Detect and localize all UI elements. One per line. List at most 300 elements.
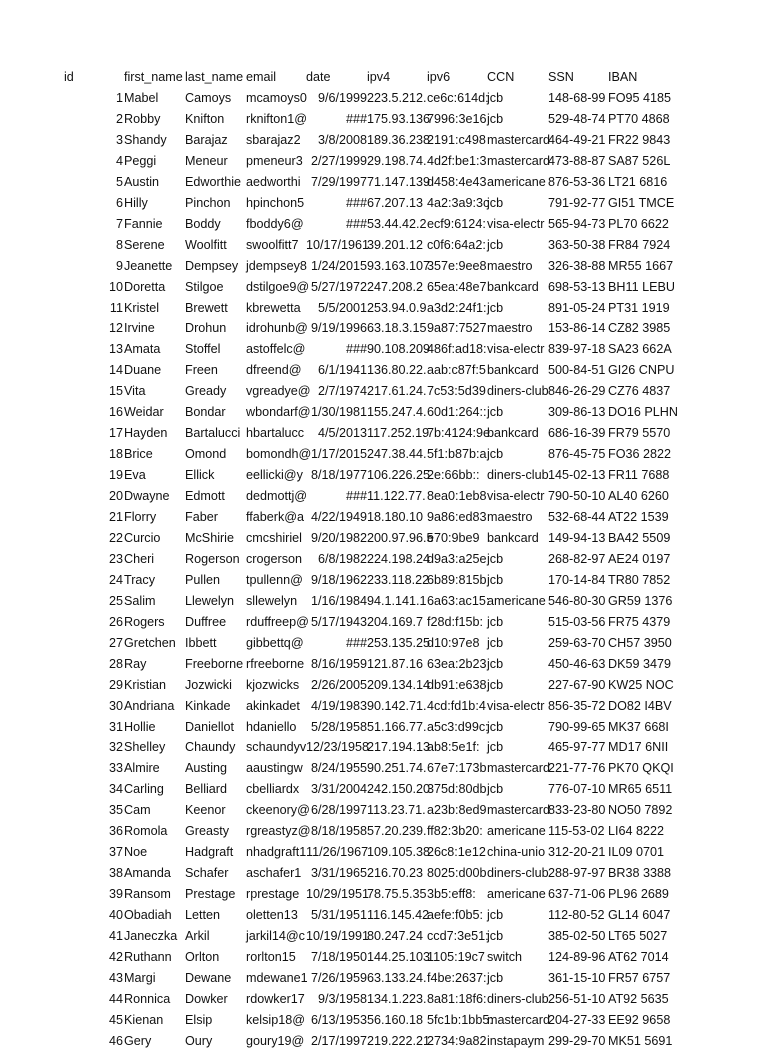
cell-ipv6[interactable]: f4be:2637: <box>427 970 487 985</box>
cell-email[interactable]: eellicki@y <box>246 468 303 483</box>
cell-last-name[interactable]: Keenor <box>185 803 226 818</box>
cell-email[interactable]: jdempsey8 <box>246 258 307 273</box>
cell-ccn[interactable]: jcb <box>487 656 504 671</box>
cell-iban[interactable]: CZ76 4837 <box>608 384 671 399</box>
cell-ssn[interactable]: 500-84-51 <box>548 363 606 378</box>
cell-ccn[interactable]: jcb <box>487 719 504 734</box>
cell-id[interactable]: 17 <box>108 426 123 441</box>
cell-ssn[interactable]: 529-48-74 <box>548 111 606 126</box>
cell-id[interactable]: 13 <box>108 342 123 357</box>
cell-first-name[interactable]: Serene <box>124 237 165 252</box>
cell-ccn[interactable]: maestro <box>487 321 533 336</box>
cell-date[interactable]: ### <box>345 489 367 504</box>
cell-first-name[interactable]: Almire <box>124 761 160 776</box>
cell-first-name[interactable]: Weidar <box>124 405 164 420</box>
cell-ipv6[interactable]: 5f1:b87b:a <box>427 447 487 462</box>
cell-ipv6[interactable]: 26c8:1e12 <box>427 845 486 860</box>
cell-iban[interactable]: FR22 9843 <box>608 132 671 147</box>
cell-ipv6[interactable]: 3b5:eff8: <box>427 887 476 902</box>
cell-first-name[interactable]: Cam <box>124 803 151 818</box>
cell-ipv6[interactable]: a5c3:d99c: <box>427 719 489 734</box>
cell-email[interactable]: swoolfitt7 <box>246 237 299 252</box>
cell-ccn[interactable]: bankcard <box>487 530 539 545</box>
cell-date[interactable]: 5/28/1958 <box>310 719 367 734</box>
cell-id[interactable]: 24 <box>108 572 123 587</box>
cell-date[interactable]: 5/27/1972 <box>310 279 367 294</box>
cell-id[interactable]: 15 <box>108 384 123 399</box>
cell-last-name[interactable]: Omond <box>185 447 227 462</box>
cell-ssn[interactable]: 112-80-52 <box>548 908 605 923</box>
cell-id[interactable]: 7 <box>115 216 123 231</box>
cell-ssn[interactable]: 361-15-10 <box>548 970 606 985</box>
cell-ipv4[interactable]: 113.23.71. <box>367 803 426 818</box>
cell-last-name[interactable]: Camoys <box>185 91 232 105</box>
cell-id[interactable]: 40 <box>108 908 123 923</box>
cell-email[interactable]: hpinchon5 <box>246 195 305 210</box>
cell-ccn[interactable]: visa-electr <box>487 698 545 713</box>
cell-ipv6[interactable]: 6a63:ac15: <box>427 593 490 608</box>
cell-last-name[interactable]: Prestage <box>185 887 236 902</box>
cell-email[interactable]: dfreend@ <box>246 363 302 378</box>
cell-email[interactable]: rgreastyz@ <box>246 824 311 839</box>
cell-last-name[interactable]: Dempsey <box>185 258 239 273</box>
cell-email[interactable]: cbelliardx <box>246 782 300 797</box>
cell-ipv6[interactable]: 2734:9a82 <box>427 1033 487 1048</box>
cell-date[interactable]: 1/30/1981 <box>310 405 367 420</box>
cell-ipv4[interactable]: 90.108.209 <box>367 342 431 357</box>
cell-ccn[interactable]: diners-club <box>487 866 549 881</box>
cell-ipv6[interactable]: 2e:66bb:: <box>427 468 480 483</box>
cell-email[interactable]: aaustingw <box>246 761 303 776</box>
cell-email[interactable]: kjozwicks <box>246 677 300 692</box>
cell-ipv6[interactable]: f28d:f15b: <box>427 614 484 629</box>
cell-last-name[interactable]: Stilgoe <box>185 279 224 294</box>
cell-ccn[interactable]: jcb <box>487 614 504 629</box>
cell-date[interactable]: 5/31/1951 <box>310 908 367 923</box>
cell-ssn[interactable]: 465-97-77 <box>548 740 606 755</box>
cell-date[interactable]: 7/26/1959 <box>310 970 367 985</box>
cell-last-name[interactable]: Freen <box>185 363 218 378</box>
cell-ipv4[interactable]: 155.247.4. <box>367 405 427 420</box>
cell-date[interactable]: 4/5/2013 <box>317 426 367 441</box>
cell-email[interactable]: hdaniello <box>246 719 297 734</box>
cell-ipv6[interactable]: d458:4e43 <box>427 174 487 189</box>
cell-first-name[interactable]: Janeczka <box>124 929 178 943</box>
cell-first-name[interactable]: Ransom <box>124 887 171 902</box>
cell-id[interactable]: 6 <box>115 195 123 210</box>
cell-ssn[interactable]: 124-89-96 <box>548 949 606 964</box>
cell-date[interactable]: 9/20/1982 <box>310 530 367 545</box>
cell-id[interactable]: 12 <box>108 321 123 336</box>
cell-id[interactable]: 42 <box>108 949 123 964</box>
cell-last-name[interactable]: Dewane <box>185 970 232 985</box>
cell-last-name[interactable]: Llewelyn <box>185 593 235 608</box>
header-iban[interactable]: IBAN <box>608 70 638 84</box>
cell-ipv4[interactable]: 247.38.44. <box>367 447 427 462</box>
cell-id[interactable]: 8 <box>115 237 123 252</box>
cell-id[interactable]: 38 <box>108 866 123 881</box>
cell-ipv4[interactable]: 116.145.42 <box>367 908 430 923</box>
cell-date[interactable]: 7/18/1950 <box>310 949 367 964</box>
cell-date[interactable]: 6/1/1941 <box>317 363 367 378</box>
cell-ipv6[interactable]: 4d2f:be1:3 <box>427 153 487 168</box>
cell-ssn[interactable]: 145-02-13 <box>548 468 606 483</box>
cell-email[interactable]: hbartalucc <box>246 426 305 441</box>
cell-first-name[interactable]: Amanda <box>124 866 171 881</box>
cell-date[interactable]: 2/17/1997 <box>310 1033 367 1048</box>
cell-ipv4[interactable]: 217.61.24. <box>367 384 427 399</box>
cell-ipv4[interactable]: 106.226.25 <box>367 468 431 483</box>
cell-id[interactable]: 10 <box>108 279 123 294</box>
cell-date[interactable]: 2/7/1974 <box>317 384 367 399</box>
cell-email[interactable]: mcamoys0 <box>246 91 307 105</box>
cell-id[interactable]: 3 <box>115 132 123 147</box>
cell-first-name[interactable]: Dwayne <box>124 489 170 504</box>
cell-id[interactable]: 45 <box>108 1012 123 1027</box>
cell-last-name[interactable]: Pinchon <box>185 195 231 210</box>
cell-email[interactable]: nhadgraft1 <box>246 845 307 860</box>
cell-first-name[interactable]: Robby <box>124 111 161 126</box>
cell-id[interactable]: 41 <box>108 929 123 943</box>
cell-ccn[interactable]: americane <box>487 174 546 189</box>
cell-id[interactable]: 32 <box>108 740 123 755</box>
cell-first-name[interactable]: Peggi <box>124 153 157 168</box>
header-id[interactable]: id <box>64 70 74 84</box>
cell-ipv6[interactable]: 8025:d00b <box>427 866 487 881</box>
cell-date[interactable]: 12/23/1958 <box>306 740 370 755</box>
cell-ipv4[interactable]: 216.70.23 <box>367 866 424 881</box>
cell-ipv4[interactable]: 11.122.77. <box>367 489 426 504</box>
cell-ccn[interactable]: mastercard <box>487 803 550 818</box>
cell-ccn[interactable]: bankcard <box>487 279 539 294</box>
cell-first-name[interactable]: Ronnica <box>124 991 171 1006</box>
cell-ssn[interactable]: 891-05-24 <box>548 300 606 315</box>
cell-last-name[interactable]: Gready <box>185 384 227 399</box>
cell-ssn[interactable]: 326-38-88 <box>548 258 606 273</box>
cell-last-name[interactable]: Jozwicki <box>185 677 232 692</box>
cell-email[interactable]: akinkadet <box>246 698 300 713</box>
cell-id[interactable]: 18 <box>108 447 123 462</box>
cell-email[interactable]: astoffelc@ <box>246 342 306 357</box>
cell-last-name[interactable]: Arkil <box>185 929 210 943</box>
cell-iban[interactable]: BR38 3388 <box>608 866 672 881</box>
cell-ipv6[interactable]: db91:e638 <box>427 677 487 692</box>
cell-iban[interactable]: CZ82 3985 <box>608 321 671 336</box>
cell-id[interactable]: 5 <box>115 174 123 189</box>
cell-date[interactable]: ### <box>345 635 367 650</box>
cell-ccn[interactable]: jcb <box>487 908 504 923</box>
cell-iban[interactable]: SA87 526L <box>608 153 671 168</box>
cell-date[interactable]: 1/24/2015 <box>310 258 367 273</box>
cell-ssn[interactable]: 790-99-65 <box>548 719 606 734</box>
cell-iban[interactable]: AE24 0197 <box>608 551 671 566</box>
cell-last-name[interactable]: Dowker <box>185 991 228 1006</box>
cell-first-name[interactable]: Gretchen <box>124 635 176 650</box>
cell-iban[interactable]: SA23 662A <box>608 342 672 357</box>
cell-iban[interactable]: LT21 6816 <box>608 174 668 189</box>
cell-ipv4[interactable]: 209.134.14 <box>367 677 431 692</box>
cell-email[interactable]: fboddy6@ <box>246 216 304 231</box>
cell-id[interactable]: 44 <box>108 991 123 1006</box>
cell-ccn[interactable]: switch <box>487 949 522 964</box>
cell-first-name[interactable]: Kristian <box>124 677 166 692</box>
cell-ipv6[interactable]: aefe:f0b5: <box>427 908 484 923</box>
cell-first-name[interactable]: Tracy <box>124 572 156 587</box>
cell-iban[interactable]: IL09 0701 <box>608 845 665 860</box>
cell-ssn[interactable]: 473-88-87 <box>548 153 606 168</box>
cell-last-name[interactable]: Edworthie <box>185 174 242 189</box>
cell-date[interactable]: 11/26/1967 <box>306 845 369 860</box>
cell-ipv4[interactable]: 93.163.107 <box>367 258 431 273</box>
cell-ipv4[interactable]: 63.133.24. <box>367 970 427 985</box>
cell-first-name[interactable]: Rogers <box>124 614 165 629</box>
cell-iban[interactable]: EE92 9658 <box>608 1012 671 1027</box>
cell-ssn[interactable]: 299-29-70 <box>548 1033 606 1048</box>
cell-ipv6[interactable]: 1105:19c7 <box>427 949 485 964</box>
cell-email[interactable]: idrohunb@ <box>246 321 308 336</box>
cell-ipv4[interactable]: 233.118.22 <box>367 572 430 587</box>
cell-ccn[interactable]: jcb <box>487 929 504 943</box>
cell-last-name[interactable]: Kinkade <box>185 698 231 713</box>
cell-iban[interactable]: FR57 6757 <box>608 970 671 985</box>
cell-first-name[interactable]: Brice <box>124 447 153 462</box>
cell-ccn[interactable]: bankcard <box>487 426 539 441</box>
cell-ssn[interactable]: 221-77-76 <box>548 761 606 776</box>
cell-ccn[interactable]: americane <box>487 887 546 902</box>
cell-ipv6[interactable]: e70:9be9 <box>427 530 480 545</box>
cell-first-name[interactable]: Eva <box>124 468 146 483</box>
cell-id[interactable]: 36 <box>108 824 123 839</box>
cell-last-name[interactable]: Brewett <box>185 300 228 315</box>
cell-ipv6[interactable]: c0f6:64a2: <box>427 237 486 252</box>
cell-id[interactable]: 31 <box>108 719 123 734</box>
cell-ccn[interactable]: visa-electr <box>487 342 545 357</box>
cell-ccn[interactable]: jcb <box>487 782 504 797</box>
cell-ipv6[interactable]: 357e:9ee8 <box>427 258 487 273</box>
cell-first-name[interactable]: Obadiah <box>124 908 172 923</box>
cell-last-name[interactable]: Bartalucci <box>185 426 241 441</box>
cell-ssn[interactable]: 546-80-30 <box>548 593 606 608</box>
cell-ipv6[interactable]: 8a81:18f6: <box>427 991 487 1006</box>
cell-ccn[interactable]: maestro <box>487 258 533 273</box>
cell-ccn[interactable]: jcb <box>487 572 504 587</box>
cell-first-name[interactable]: Noe <box>124 845 148 860</box>
cell-date[interactable]: 8/24/1955 <box>310 761 367 776</box>
cell-id[interactable]: 11 <box>109 300 123 315</box>
cell-first-name[interactable]: Hollie <box>124 719 156 734</box>
cell-date[interactable]: 6/13/1953 <box>310 1012 367 1027</box>
cell-ccn[interactable]: bankcard <box>487 363 539 378</box>
cell-last-name[interactable]: Belliard <box>185 782 227 797</box>
cell-ssn[interactable]: 450-46-63 <box>548 656 606 671</box>
cell-iban[interactable]: FO95 4185 <box>608 91 672 105</box>
cell-iban[interactable]: LI64 8222 <box>608 824 665 839</box>
cell-ipv4[interactable]: 29.198.74. <box>367 153 427 168</box>
cell-email[interactable]: bomondh@ <box>246 447 312 462</box>
cell-ssn[interactable]: 256-51-10 <box>548 991 606 1006</box>
cell-ipv4[interactable]: 253.94.0.9 <box>367 300 427 315</box>
cell-ipv6[interactable]: a3d2:24f1: <box>427 300 487 315</box>
cell-iban[interactable]: MR65 6511 <box>608 782 673 797</box>
cell-iban[interactable]: NO50 7892 <box>608 803 673 818</box>
cell-date[interactable]: ### <box>345 195 367 210</box>
cell-ccn[interactable]: jcb <box>487 635 504 650</box>
cell-first-name[interactable]: Margi <box>124 970 156 985</box>
cell-email[interactable]: dedmottj@ <box>246 489 308 504</box>
cell-date[interactable]: 3/31/2004 <box>310 782 367 797</box>
cell-date[interactable]: 3/8/2008 <box>317 132 367 147</box>
cell-ccn[interactable]: jcb <box>487 551 504 566</box>
cell-ccn[interactable]: americane <box>487 593 546 608</box>
cell-ipv6[interactable]: 7c53:5d39 <box>427 384 486 399</box>
cell-id[interactable]: 20 <box>108 489 123 504</box>
cell-ipv6[interactable]: 5fc1b:1bb5: <box>427 1012 493 1027</box>
cell-iban[interactable]: DK59 3479 <box>608 656 672 671</box>
cell-ipv6[interactable]: aab:c87f:5 <box>427 363 486 378</box>
cell-ipv6[interactable]: 7996:3e16 <box>427 111 487 126</box>
cell-ipv4[interactable]: 80.247.24 <box>367 929 424 943</box>
cell-email[interactable]: rduffreep@ <box>246 614 309 629</box>
cell-date[interactable]: 4/19/1983 <box>310 698 367 713</box>
cell-ssn[interactable]: 288-97-97 <box>548 866 606 881</box>
cell-iban[interactable]: MK51 5691 <box>608 1033 673 1048</box>
cell-date[interactable]: ### <box>345 342 367 357</box>
cell-ssn[interactable]: 833-23-80 <box>548 803 606 818</box>
cell-ccn[interactable]: diners-club <box>487 384 549 399</box>
cell-iban[interactable]: PL96 2689 <box>608 887 669 902</box>
cell-iban[interactable]: FR11 7688 <box>608 468 670 483</box>
cell-last-name[interactable]: Greasty <box>185 824 230 839</box>
cell-email[interactable]: rknifton1@ <box>246 111 308 126</box>
cell-ccn[interactable]: mastercard <box>487 153 550 168</box>
cell-ipv4[interactable]: 109.105.38 <box>367 845 431 860</box>
cell-email[interactable]: rfreeborne <box>246 656 305 671</box>
cell-email[interactable]: ckeenory@ <box>246 803 310 818</box>
cell-ipv4[interactable]: 90.251.74. <box>367 761 427 776</box>
cell-date[interactable]: 6/8/1982 <box>317 551 367 566</box>
cell-id[interactable]: 30 <box>108 698 123 713</box>
cell-iban[interactable]: PK70 QKQI <box>608 761 674 776</box>
cell-email[interactable]: oletten13 <box>246 908 298 923</box>
cell-date[interactable]: 3/31/1965 <box>310 866 367 881</box>
cell-last-name[interactable]: Daniellot <box>185 719 235 734</box>
cell-ipv4[interactable]: 217.194.13 <box>367 740 431 755</box>
cell-first-name[interactable]: Shelley <box>124 740 166 755</box>
cell-ssn[interactable]: 363-50-38 <box>548 237 606 252</box>
cell-id[interactable]: 33 <box>108 761 123 776</box>
cell-ipv6[interactable]: 7b:4124:9e <box>427 426 491 441</box>
cell-id[interactable]: 21 <box>108 510 123 524</box>
cell-email[interactable]: aschafer1 <box>246 866 302 881</box>
cell-iban[interactable]: BH11 LEBU <box>608 279 675 294</box>
cell-date[interactable]: 2/26/2005 <box>310 677 367 692</box>
cell-last-name[interactable]: Faber <box>185 510 218 524</box>
cell-iban[interactable]: FO36 2822 <box>608 447 672 462</box>
cell-last-name[interactable]: Stoffel <box>185 342 221 357</box>
cell-id[interactable]: 22 <box>108 530 123 545</box>
cell-ssn[interactable]: 204-27-33 <box>548 1012 606 1027</box>
cell-date[interactable]: ### <box>345 216 367 231</box>
cell-iban[interactable]: CH57 3950 <box>608 635 672 650</box>
cell-email[interactable]: dstilgoe9@ <box>246 279 310 294</box>
cell-email[interactable]: schaundyv <box>246 740 307 755</box>
cell-iban[interactable]: AL40 6260 <box>608 489 669 504</box>
header-email[interactable]: email <box>246 70 277 84</box>
cell-ipv6[interactable]: ab8:5e1f: <box>427 740 480 755</box>
cell-id[interactable]: 25 <box>108 593 123 608</box>
header-last-name[interactable]: last_name <box>185 70 244 84</box>
cell-date[interactable]: 1/16/1984 <box>310 593 367 608</box>
cell-email[interactable]: kbrewetta <box>246 300 301 315</box>
cell-ssn[interactable]: 515-03-56 <box>548 614 606 629</box>
cell-last-name[interactable]: Edmott <box>185 489 225 504</box>
cell-ipv4[interactable]: 90.142.71. <box>367 698 427 713</box>
cell-ipv4[interactable]: 57.20.239. <box>367 824 427 839</box>
cell-ssn[interactable]: 464-49-21 <box>548 132 606 147</box>
cell-email[interactable]: gibbettq@ <box>246 635 304 650</box>
cell-iban[interactable]: FR79 5570 <box>608 426 671 441</box>
cell-ipv6[interactable]: 2191:c498 <box>427 132 486 147</box>
cell-ssn[interactable]: 149-94-13 <box>548 530 606 545</box>
cell-ssn[interactable]: 856-35-72 <box>548 698 606 713</box>
cell-id[interactable]: 35 <box>108 803 123 818</box>
cell-ipv4[interactable]: 18.180.10 <box>367 510 424 524</box>
cell-id[interactable]: 1 <box>115 91 123 105</box>
cell-ccn[interactable]: diners-club <box>487 991 549 1006</box>
cell-ccn[interactable]: mastercard <box>487 761 550 776</box>
cell-last-name[interactable]: Austing <box>185 761 228 776</box>
cell-iban[interactable]: AT22 1539 <box>608 510 669 524</box>
cell-ccn[interactable]: jcb <box>487 237 504 252</box>
cell-id[interactable]: 39 <box>108 887 123 902</box>
cell-email[interactable]: rprestage <box>246 887 300 902</box>
cell-first-name[interactable]: Kienan <box>124 1012 164 1027</box>
cell-ipv6[interactable]: 375d:80db <box>427 782 487 797</box>
cell-iban[interactable]: PT70 4868 <box>608 111 670 126</box>
cell-ipv4[interactable]: 204.169.7 <box>367 614 424 629</box>
cell-last-name[interactable]: Elsip <box>185 1012 213 1027</box>
cell-ipv6[interactable]: 65ea:48e7 <box>427 279 487 294</box>
cell-ipv4[interactable]: 117.252.19 <box>367 426 430 441</box>
cell-ccn[interactable]: visa-electr <box>487 489 545 504</box>
cell-ipv4[interactable]: 63.18.3.15 <box>367 321 427 336</box>
cell-date[interactable]: 8/18/1977 <box>310 468 367 483</box>
cell-id[interactable]: 16 <box>108 405 123 420</box>
cell-ipv6[interactable]: ce6c:614d: <box>427 91 489 105</box>
cell-iban[interactable]: BA42 5509 <box>608 530 671 545</box>
cell-date[interactable]: 9/18/1962 <box>310 572 367 587</box>
cell-id[interactable]: 9 <box>115 258 123 273</box>
cell-iban[interactable]: TR80 7852 <box>608 572 671 587</box>
cell-iban[interactable]: GR59 1376 <box>608 593 673 608</box>
cell-ipv4[interactable]: 53.44.42.2 <box>367 216 427 231</box>
cell-email[interactable]: sbarajaz2 <box>246 132 301 147</box>
cell-ccn[interactable]: jcb <box>487 91 504 105</box>
cell-ssn[interactable]: 532-68-44 <box>548 510 606 524</box>
cell-ccn[interactable]: jcb <box>487 740 504 755</box>
cell-ssn[interactable]: 565-94-73 <box>548 216 606 231</box>
cell-ccn[interactable]: instapaym <box>487 1033 545 1048</box>
cell-first-name[interactable]: Carling <box>124 782 164 797</box>
cell-ccn[interactable]: visa-electr <box>487 216 545 231</box>
cell-email[interactable]: cmcshiriel <box>246 530 302 545</box>
cell-id[interactable]: 34 <box>108 782 123 797</box>
cell-first-name[interactable]: Ruthann <box>124 949 172 964</box>
cell-date[interactable]: 9/19/1996 <box>310 321 367 336</box>
cell-ipv4[interactable]: 71.147.139 <box>367 174 431 189</box>
cell-date[interactable]: 9/3/1958 <box>317 991 367 1006</box>
cell-ccn[interactable]: jcb <box>487 405 504 420</box>
